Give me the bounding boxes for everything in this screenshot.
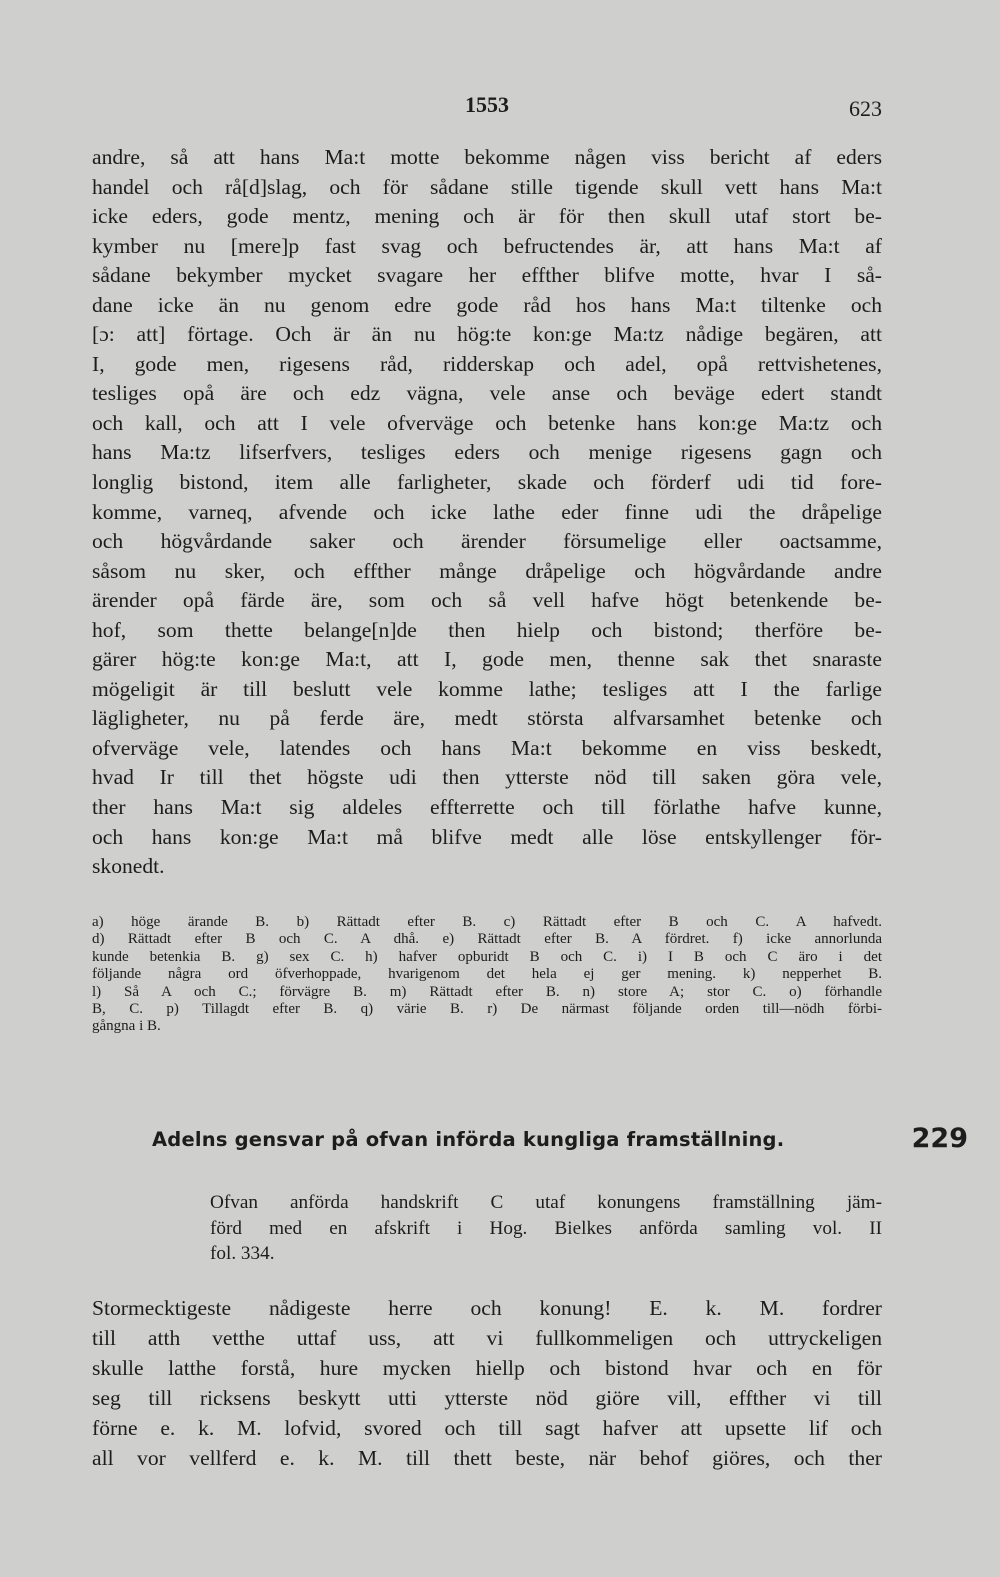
text-line: handel och rå[d]slag, och för sådane stille tigende skull vett hans Ma:t	[92, 174, 882, 199]
footnote-line: följande några ord öfverhoppade, hvarigenom det hela ej ger mening. k) nepperhet B.	[92, 966, 882, 983]
letter-line: till atth vetthe uttaf uss, att vi fullkommeligen och uttryckeligen	[92, 1326, 882, 1350]
text-line: och hans kon:ge Ma:t må blifve medt alle löse entskyllenger för-	[92, 824, 882, 849]
text-line: gärer hög:te kon:ge Ma:t, att I, gode men, thenne sak thet snaraste	[92, 647, 882, 672]
text-line: sådane bekymber mycket svagare her effther blifve motte, hvar I så-	[92, 263, 882, 288]
text-line: ofverväge vele, latendes och hans Ma:t bekomme en viss beskedt,	[92, 735, 882, 760]
text-line: och kall, och att I vele ofverväge och betenke hans kon:ge Ma:tz och	[92, 410, 882, 435]
footnote-line: kunde betenkia B. g) sex C. h) hafver opburidt B och C. i) I B och C äro i det	[92, 948, 882, 965]
text-line: komme, varneq, afvende och icke lathe eder finne udi the dråpelige	[92, 499, 882, 524]
year-heading: 1553	[465, 92, 509, 117]
text-line: hans Ma:tz lifserfvers, tesliges eders och menige rigesens gagn och	[92, 440, 882, 465]
text-line: hof, som thette belange[n]de then hielp och bistond; therföre be-	[92, 617, 882, 642]
text-line: hvad Ir till thet högste udi then ytterste nöd till saken göra vele,	[92, 765, 882, 790]
letter-line: förne e. k. M. lofvid, svored och till sagt hafver att upsette lif och	[92, 1416, 882, 1440]
footnotes	[92, 914, 882, 1036]
running-header	[92, 92, 882, 122]
section-title: Adelns gensvar på ofvan införda kungliga framställning.	[152, 1128, 785, 1151]
text-line: såsom nu sker, och effther månge dråpelige och högvårdande andre	[92, 558, 882, 583]
letter-line: seg till ricksens beskytt utti ytterste nöd giöre vill, effther vi till	[92, 1386, 882, 1410]
section-number: 229	[911, 1123, 968, 1154]
source-note-line: förd med en afskrift i Hog. Bielkes anförda samling vol. II	[210, 1217, 882, 1239]
page-number: 623	[849, 96, 882, 121]
main-text	[92, 143, 882, 882]
source-note-line: Ofvan anförda handskrift C utaf konungens framställning jäm-	[210, 1192, 882, 1213]
text-line: mögeligit är till beslutt vele komme lathe; tesliges att I the farlige	[92, 676, 882, 701]
letter-text	[92, 1293, 882, 1473]
text-line: longlig bistond, item alle farligheter, skade och förderf udi tid fore-	[92, 470, 882, 495]
footnote-line: l) Så A och C.; förvägre B. m) Rättadt efter B. n) store A; stor C. o) förhandle	[92, 983, 882, 1000]
text-line: skonedt.	[92, 854, 165, 879]
letter-line: skulle latthe forstå, hure mycken hiellp och bistond hvar och en för	[92, 1356, 882, 1380]
footnote-line: gångna i B.	[92, 1018, 161, 1035]
footnote-line: B, C. p) Tillagdt efter B. q) värie B. r) De närmast följande orden till—nödh förbi-	[92, 1000, 882, 1017]
letter-line: Stormecktigeste nådigeste herre och konung! E. k. M. fordrer	[92, 1296, 882, 1320]
text-line: andre, så att hans Ma:t motte bekomme någen viss bericht af eders	[92, 145, 882, 169]
text-line: ther hans Ma:t sig aldeles effterrette och till förlathe hafve kunne,	[92, 795, 882, 820]
text-line: dane icke än nu genom edre gode råd hos hans Ma:t tiltenke och	[92, 292, 882, 317]
text-line: icke eders, gode mentz, mening och är för then skull utaf stort be-	[92, 204, 882, 229]
text-line: tesliges opå äre och edz vägna, vele anse och beväge edert standt	[92, 381, 882, 406]
text-line: ärender opå färde äre, som och så vell hafve högt betenkende be-	[92, 588, 882, 613]
text-line: kymber nu [mere]p fast svag och befructendes är, att hans Ma:t af	[92, 233, 882, 258]
text-line: lägligheter, nu på ferde äre, medt största alfvarsamhet betenke och	[92, 706, 882, 731]
source-note-line: fol. 334.	[210, 1243, 275, 1264]
source-note	[210, 1190, 882, 1267]
footnote-line: a) höge ärande B. b) Rättadt efter B. c) Rättadt efter B och C. A hafvedt.	[92, 914, 882, 930]
text-line: I, gode men, rigesens råd, ridderskap och adel, opå rettvishetenes,	[92, 351, 882, 376]
letter-line: all vor vellferd e. k. M. till thett beste, när behof giöres, och ther	[92, 1446, 882, 1470]
text-line: [ɔ: att] förtage. Och är än nu hög:te kon:ge Ma:tz nådige begären, att	[92, 322, 882, 347]
text-line: och högvårdande saker och ärender försumelige eller oactsamme,	[92, 529, 882, 554]
footnote-line: d) Rättadt efter B och C. A dhå. e) Rättadt efter B. A fördret. f) icke annorlunda	[92, 931, 882, 948]
